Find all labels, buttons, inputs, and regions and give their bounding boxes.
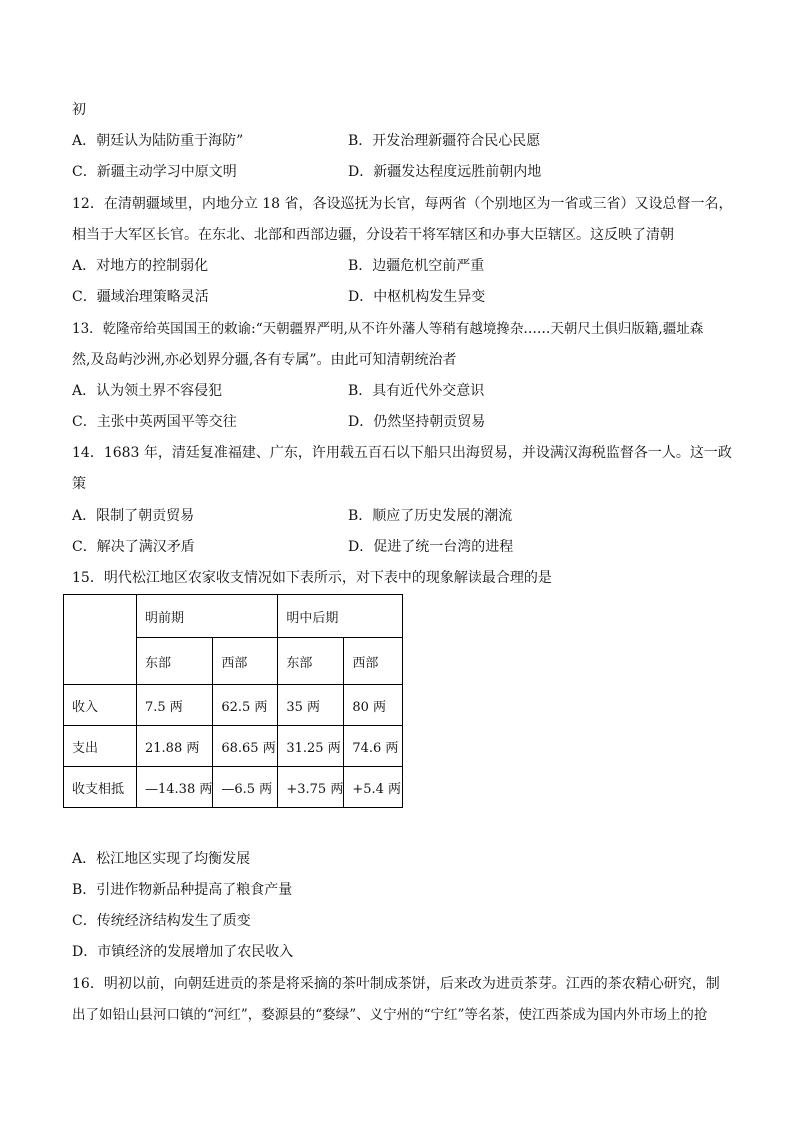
q11-tail: 初 [72, 102, 86, 118]
q14-option-a: A．限制了朝贡贸易 [72, 508, 195, 524]
q15-option-a: A．松江地区实现了均衡发展 [72, 851, 251, 867]
q12-stem-line1: 12．在清朝疆域里，内地分立 18 省，各设巡抚为长官，每两省（个别地区为一省或三省）又设总督一名， [72, 196, 733, 212]
q13-option-a: A．认为领土界不容侵犯 [72, 383, 223, 399]
q11-option-a: A．朝廷认为陆防重于海防” [72, 133, 244, 149]
table-subheader: 东部 [137, 638, 213, 685]
table-cell: 21.88 两 [137, 726, 213, 767]
table-subheader: 西部 [344, 638, 403, 685]
q14-option-c: C．解决了满汉矛盾 [72, 539, 195, 555]
q11-option-b: B．开发治理新疆符合民心民愿 [348, 133, 541, 149]
q13-option-b: B．具有近代外交意识 [348, 383, 485, 399]
table-row [64, 726, 403, 767]
q16-stem-line2: 出了如铅山县河口镇的“河红”，婺源县的“婺绿”、义宁州的“宁红”等名茶，使江西茶成为国内外市场上的抢 [72, 1007, 708, 1023]
table-subheader: 东部 [278, 638, 344, 685]
q12-option-c: C．疆域治理策略灵活 [72, 289, 209, 305]
q12-option-a: A．对地方的控制弱化 [72, 258, 209, 274]
table-row [64, 767, 403, 808]
q14-stem-line1: 14．1683 年，清廷复准福建、广东，许用载五百石以下船只出海贸易，并设满汉海税监督各一人。这一政 [72, 445, 732, 461]
q13-stem-line1: 13．乾隆帝给英国国王的敕谕:“天朝疆界严明,从不许外藩人等稍有越境搀杂……天朝尺土俱归版籍,疆址森 [72, 321, 704, 337]
q15-option-b: B．引进作物新品种提高了粮食产量 [72, 882, 293, 898]
q15-option-c: C．传统经济结构发生了质变 [72, 913, 251, 929]
table-row-label: 收支相抵 [64, 767, 137, 808]
table-row-label: 支出 [64, 726, 137, 767]
table-subheader: 西部 [213, 638, 278, 685]
table-cell: 7.5 两 [137, 685, 213, 726]
q13-option-d: D．仍然坚持朝贡贸易 [348, 414, 486, 430]
table-cell: +5.4 两 [344, 767, 403, 808]
table-cell: —14.38 两 [137, 767, 213, 808]
table-row-label: 收入 [64, 685, 137, 726]
q14-option-b: B．顺应了历史发展的潮流 [348, 508, 513, 524]
q12-option-d: D．中枢机构发生异变 [348, 289, 486, 305]
q15-option-d: D．市镇经济的发展增加了农民收入 [72, 944, 294, 960]
q14-stem-line2: 策 [72, 476, 86, 492]
table-cell: 68.65 两 [213, 726, 278, 767]
table-header-period-early: 明前期 [137, 595, 278, 638]
table-cell: 62.5 两 [213, 685, 278, 726]
q14-option-d: D．促进了统一台湾的进程 [348, 539, 514, 555]
q15-stem: 15．明代松江地区农家收支情况如下表所示，对下表中的现象解读最合理的是 [72, 570, 552, 586]
income-expense-table [63, 594, 403, 808]
table-header-period-late: 明中后期 [278, 595, 403, 638]
table-corner-cell [64, 595, 137, 685]
q11-option-d: D．新疆发达程度远胜前朝内地 [348, 164, 542, 180]
table-row [64, 685, 403, 726]
q12-stem-line2: 相当于大军区长官。在东北、北部和西部边疆，分设若干将军辖区和办事大臣辖区。这反映了清朝 [72, 227, 674, 243]
q11-option-c: C．新疆主动学习中原文明 [72, 164, 237, 180]
table-cell: —6.5 两 [213, 767, 278, 808]
q16-stem-line1: 16．明初以前，向朝廷进贡的茶是将采摘的茶叶制成茶饼，后来改为进贡茶芽。江西的茶农精心研究，制 [72, 976, 720, 992]
table-cell: 35 两 [278, 685, 344, 726]
table-cell: +3.75 两 [278, 767, 344, 808]
q13-option-c: C．主张中英两国平等交往 [72, 414, 237, 430]
table-cell: 74.6 两 [344, 726, 403, 767]
q13-stem-line2: 然,及岛屿沙洲,亦必划界分疆,各有专属”。由此可知清朝统治者 [72, 352, 457, 368]
table-cell: 31.25 两 [278, 726, 344, 767]
q12-option-b: B．边疆危机空前严重 [348, 258, 485, 274]
table-cell: 80 两 [344, 685, 403, 726]
